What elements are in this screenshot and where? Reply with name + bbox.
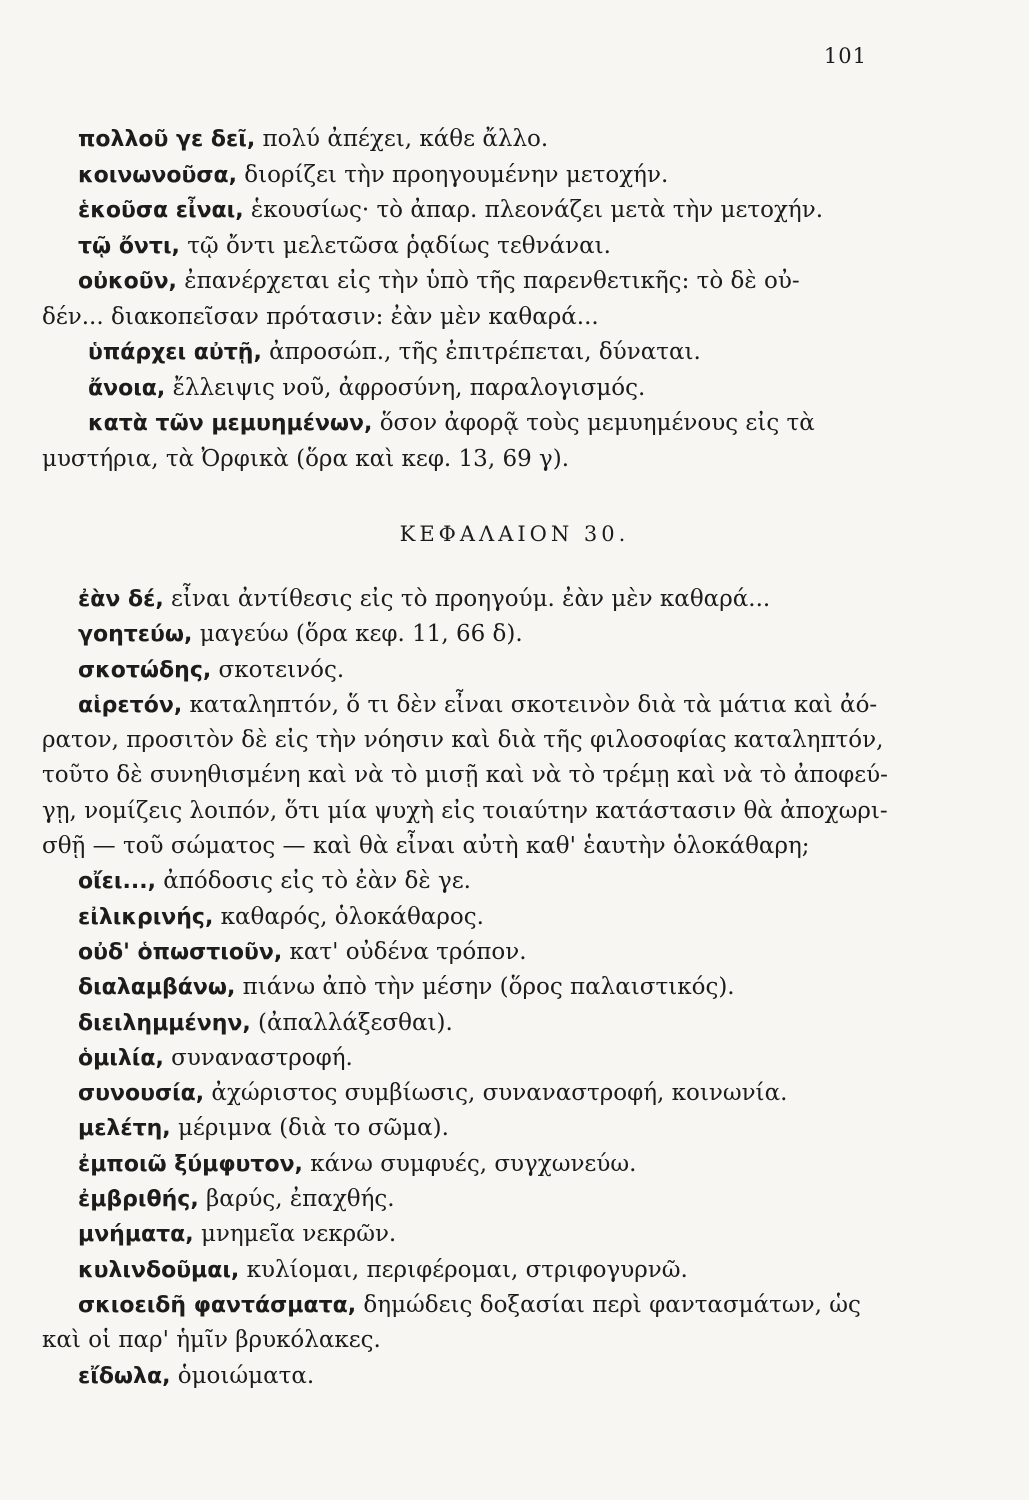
glossary-entry bbox=[78, 970, 888, 1005]
definition: μέριμνα (διὰ το σῶμα). bbox=[170, 1115, 449, 1142]
headword: ἑκοῦσα εἶναι, bbox=[78, 198, 244, 223]
definition: ἐπανέρχεται εἰς τὴν ὑπὸ τῆς παρενθετικῆς: τὸ δὲ οὐ- bbox=[176, 268, 800, 294]
headword: ὁμιλία, bbox=[78, 1045, 164, 1071]
definition: μυστήρια, τὰ Ὀρφικὰ (ὅρα καὶ κεφ. 13, 69 γ). bbox=[42, 445, 570, 472]
headword: μελέτη, bbox=[78, 1116, 171, 1142]
glossary-entry bbox=[78, 1253, 888, 1288]
headword: ἐὰν δέ, bbox=[78, 587, 164, 612]
glossary-entry bbox=[78, 1076, 888, 1111]
headword: ὑπάρχει αὐτῇ, bbox=[88, 340, 262, 365]
glossary-entry bbox=[78, 1041, 888, 1076]
definition: καταληπτόν, ὅ τι δὲν εἶναι σκοτεινὸν διὰ τὰ μάτια καὶ ἀό- bbox=[182, 691, 878, 718]
glossary-entry bbox=[78, 335, 888, 371]
glossary-entry bbox=[78, 900, 888, 935]
headword: κυλινδοῦμαι, bbox=[78, 1257, 240, 1283]
definition: ἀπροσώπ., τῆς ἐπιτρέπεται, δύναται. bbox=[261, 339, 701, 365]
headword: σκιοειδῆ φαντάσματα, bbox=[78, 1292, 357, 1318]
headword: κοινωνοῦσα, bbox=[78, 162, 237, 188]
definition: ἀπόδοσις εἰς τὸ ἐὰν δὲ γε. bbox=[155, 868, 471, 895]
definition: εἶναι ἀντίθεσις εἰς τὸ προηγούμ. ἐὰν μὲν καθαρά... bbox=[163, 586, 771, 612]
headword: συνουσία, bbox=[78, 1081, 205, 1107]
glossary-entry bbox=[78, 617, 888, 652]
headword: εἴδωλα, bbox=[78, 1363, 171, 1389]
glossary-entry bbox=[78, 1182, 888, 1217]
definition: τῷ ὄντι μελετῶσα ῥᾳδίως τεθνάναι. bbox=[179, 232, 611, 259]
definition: γῃ, νομίζεις λοιπόν, ὅτι μία ψυχὴ εἰς τοιαύτην κατάστασιν θὰ ἀποχωρι- bbox=[42, 797, 888, 824]
glossary-entry bbox=[78, 406, 888, 442]
definition: κατ' οὐδένα τρόπον. bbox=[282, 938, 527, 965]
definition: δημώδεις δοξασίαι περὶ φαντασμάτων, ὡς bbox=[356, 1291, 861, 1318]
headword: οὐκοῦν, bbox=[78, 269, 177, 294]
glossary-entry bbox=[78, 371, 888, 407]
glossary-entry bbox=[78, 1111, 888, 1146]
definition: ὁμοιώματα. bbox=[170, 1362, 315, 1389]
definition: καθαρός, ὁλοκάθαρος. bbox=[213, 903, 484, 930]
glossary-entry bbox=[78, 122, 888, 158]
definition: συναναστροφή. bbox=[163, 1044, 353, 1071]
glossary-entry-continuation bbox=[42, 1323, 888, 1358]
glossary-entry bbox=[78, 1217, 888, 1252]
glossary-entry bbox=[78, 688, 888, 723]
headword: διαλαμβάνω, bbox=[78, 975, 236, 1001]
definition: καὶ οἱ παρ' ἡμῖν βρυκόλακες. bbox=[42, 1327, 381, 1354]
glossary-entry-continuation bbox=[42, 300, 888, 336]
glossary-entry bbox=[78, 653, 888, 688]
definition: τοῦτο δὲ συνηθισμένη καὶ νὰ τὸ μισῇ καὶ νὰ τὸ τρέμῃ καὶ νὰ τὸ ἀποφεύ- bbox=[42, 762, 888, 789]
glossary-entry bbox=[78, 1359, 888, 1394]
definition: ἔλλειψις νοῦ, ἀφροσύνη, παραλογισμός. bbox=[165, 374, 646, 401]
headword: εἰλικρινής, bbox=[78, 904, 214, 930]
definition: πολύ ἀπέχει, κάθε ἄλλο. bbox=[255, 126, 549, 152]
glossary-section-top bbox=[42, 122, 888, 477]
definition: μνημεῖα νεκρῶν. bbox=[193, 1221, 397, 1248]
definition: ὅσον ἀφορᾷ τοὺς μεμυημένους εἰς τὰ bbox=[372, 410, 815, 436]
glossary-entry-continuation bbox=[42, 794, 888, 829]
glossary-entry-continuation bbox=[42, 829, 888, 864]
page-number: 101 bbox=[823, 44, 867, 68]
chapter-heading: ΚΕΦΑΛΑΙΟΝ 30. bbox=[399, 522, 630, 546]
glossary-section-bottom bbox=[42, 582, 888, 1394]
definition: κυλίομαι, περιφέρομαι, στριφογυρνῶ. bbox=[239, 1256, 688, 1283]
headword: σκοτώδης, bbox=[78, 657, 212, 683]
headword: ἐμποιῶ ξύμφυτον, bbox=[78, 1151, 303, 1177]
glossary-entry bbox=[78, 158, 888, 194]
glossary-entry bbox=[78, 1147, 888, 1182]
glossary-entry bbox=[78, 229, 888, 265]
definition: ρατον, προσιτὸν δὲ εἰς τὴν νόησιν καὶ διὰ τῆς φιλοσοφίας καταληπτόν, bbox=[42, 727, 884, 754]
glossary-entry-continuation bbox=[42, 442, 888, 478]
glossary-entry bbox=[78, 935, 888, 970]
headword: γοητεύω, bbox=[78, 622, 193, 648]
definition: (ἀπαλλάξεσθαι). bbox=[250, 1009, 453, 1036]
headword: οἴει..., bbox=[78, 869, 156, 895]
headword: οὐδ' ὁπωστιοῦν, bbox=[78, 939, 283, 965]
definition: σθῇ — τοῦ σώματος — καὶ θὰ εἶναι αὐτὴ καθ' ἑαυτὴν ὁλοκάθαρη; bbox=[42, 833, 810, 860]
glossary-entry bbox=[78, 1288, 888, 1323]
definition: κάνω συμφυές, συγχωνεύω. bbox=[302, 1150, 637, 1177]
definition: ἑκουσίως· τὸ ἀπαρ. πλεονάζει μετὰ τὴν μετοχήν. bbox=[243, 197, 824, 223]
glossary-entry-continuation bbox=[42, 758, 888, 793]
headword: ἄνοια, bbox=[88, 375, 166, 401]
headword: πολλοῦ γε δεῖ, bbox=[78, 127, 256, 152]
headword: μνήματα, bbox=[78, 1222, 194, 1248]
glossary-entry bbox=[78, 264, 888, 300]
definition: ἀχώριστος συμβίωσις, συναναστροφή, κοινωνία. bbox=[204, 1080, 788, 1107]
definition: βαρύς, ἐπαχθής. bbox=[198, 1186, 395, 1213]
glossary-entry bbox=[78, 1006, 888, 1041]
definition: σκοτεινός. bbox=[211, 656, 345, 683]
headword: αἱρετόν, bbox=[78, 692, 183, 718]
glossary-entry bbox=[78, 582, 888, 617]
headword: διειλημμένην, bbox=[78, 1010, 251, 1036]
definition: μαγεύω (ὅρα κεφ. 11, 66 δ). bbox=[192, 621, 523, 648]
headword: τῷ ὄντι, bbox=[78, 233, 180, 259]
glossary-entry-continuation bbox=[42, 723, 888, 758]
headword: ἐμβριθής, bbox=[78, 1187, 199, 1213]
glossary-entry bbox=[78, 864, 888, 899]
definition: πιάνω ἀπὸ τὴν μέσην (ὅρος παλαιστικός). bbox=[235, 974, 735, 1001]
definition: διορίζει τὴν προηγουμένην μετοχήν. bbox=[236, 161, 669, 188]
headword: κατὰ τῶν μεμυημένων, bbox=[88, 411, 373, 436]
glossary-entry bbox=[78, 193, 888, 229]
definition: δέν... διακοπεῖσαν πρότασιν: ἐὰν μὲν καθαρά... bbox=[42, 303, 599, 330]
